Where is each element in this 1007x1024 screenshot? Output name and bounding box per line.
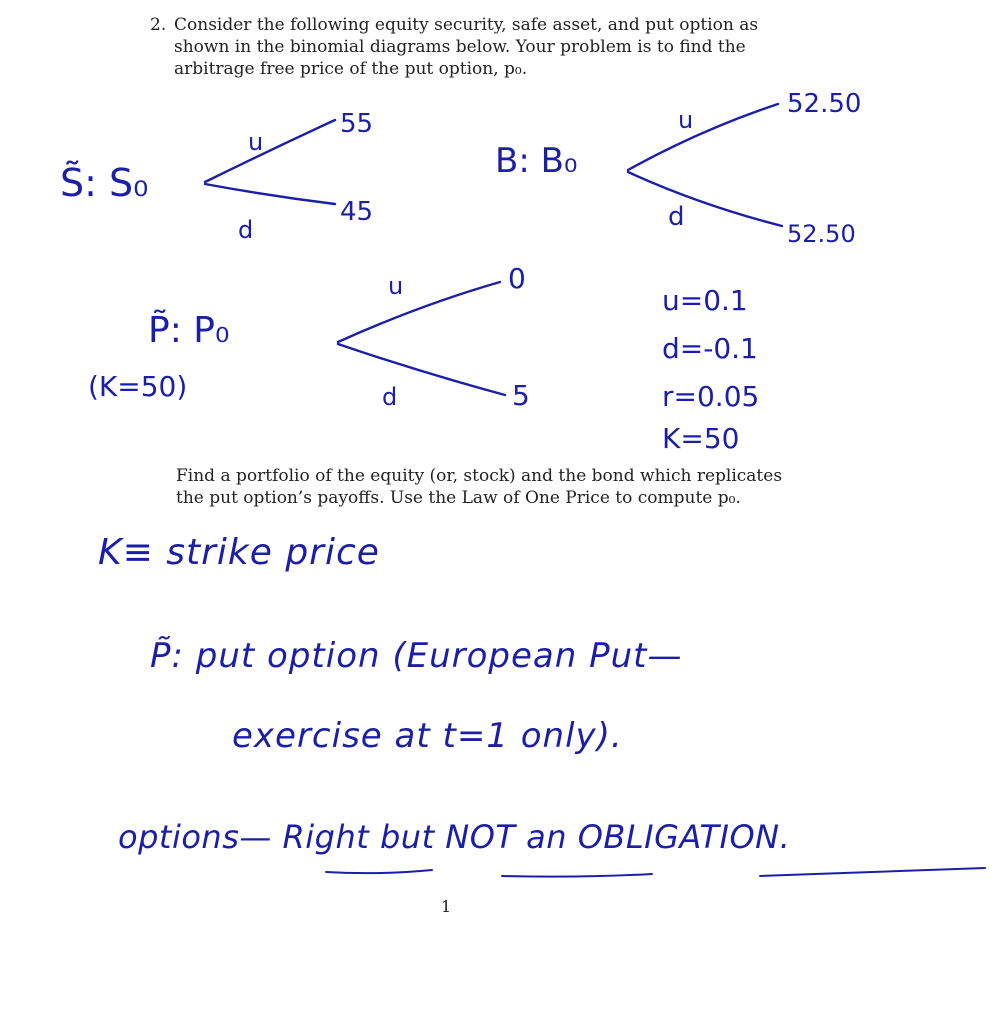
note-obligation: OBLIGATION. [577,818,791,856]
bond-up-label: u [678,106,694,134]
put-up-value: 0 [508,262,526,295]
bond-up-value: 52.50 [787,89,862,119]
bond-tree [495,89,861,248]
stock-up-value: 55 [340,109,374,139]
note-an: an [526,818,568,856]
put-label: P̃: P₀ [148,310,230,351]
stock-up-branch [205,120,335,182]
stock-up-label: u [248,128,264,156]
note-right: Right [282,818,370,856]
param-r: r=0.05 [662,380,760,413]
bond-up-branch [628,104,778,170]
note-put-option: P̃: put option (European Put— [150,636,683,676]
put-down-branch [338,344,505,395]
stock-down-value: 45 [340,197,374,227]
param-k: K=50 [662,422,740,455]
underline-not [502,874,652,877]
problem-text: Consider the following equity security, safe asset, and put option as shown in the binomial diagrams below. Your problem is to find the arbitrage free price of the put option, p₀. [174,15,759,79]
bond-down-label: d [668,202,685,232]
underline-obligation [760,868,985,876]
note-exercise: exercise at t=1 only). [232,716,623,756]
note-but: but [379,818,435,856]
note-not: NOT [445,818,516,856]
put-up-branch [338,282,500,342]
put-strike-note: (K=50) [88,370,188,403]
param-u: u=0.1 [662,284,748,317]
stock-tree [60,109,373,244]
parameters [662,284,759,455]
param-d: d=-0.1 [662,332,758,365]
note-strike-price: K≡ strike price [98,532,380,573]
bond-label: B: B₀ [495,141,578,181]
put-tree [88,262,530,412]
task-statement: Find a portfolio of the equity (or, stock) and the bond which replicates the put option’s payoffs. Use the Law of One Price to compute p₀. [176,466,783,508]
put-down-label: d [382,383,398,411]
problem-number: 2. [150,15,167,35]
stock-down-branch [205,184,335,204]
put-down-value: 5 [512,379,530,412]
note-options-prefix: options— [118,818,272,856]
underline-right [326,870,432,873]
bond-down-branch [628,172,782,226]
stock-label: S̃: S₀ [60,161,149,205]
stock-down-label: d [238,216,254,244]
page-number: 1 [441,897,452,916]
put-up-label: u [388,272,404,300]
note-options [118,818,790,856]
bond-down-value: 52.50 [787,220,856,248]
